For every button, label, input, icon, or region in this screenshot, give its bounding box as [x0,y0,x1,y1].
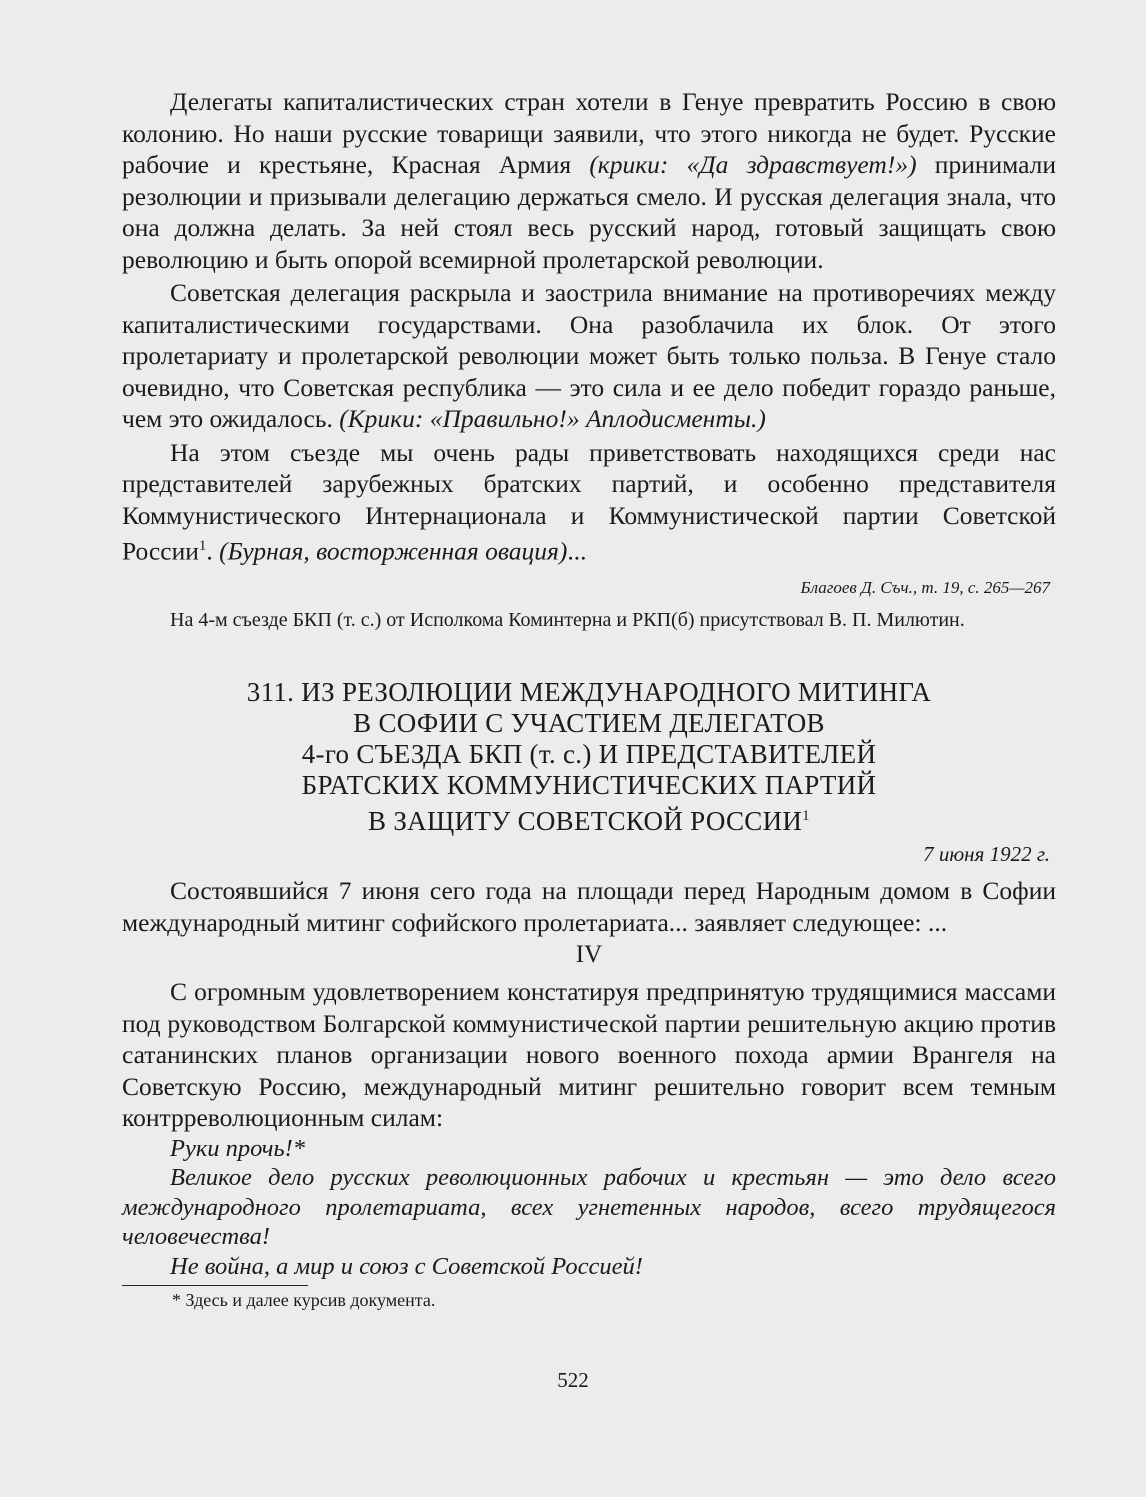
slogan-peace: Не война, а мир и союз с Советской Россией! [170,1252,643,1280]
paragraph-italic: (Крики: «Правильно!» Аплодисменты.) [339,404,766,433]
paragraph-meeting: Состоявшийся 7 июня сего года на площади перед Народным домом в Софии международный митинг софийского пролетариата... заявляет следующее: ... [122,876,1056,937]
paragraph-greeting [122,437,1056,568]
section-number: IV [575,941,603,968]
heading-line [122,801,1056,837]
paragraph-text: . [206,536,220,566]
endnote-1: На 4-м съезде БКП (т. с.) от Исполкома Коминтерна и РКП(б) присутствовал В. П. Милютин. [170,609,965,631]
heading-text: В ЗАЩИТУ СОВЕТСКОЙ РОССИИ [368,806,803,836]
paragraph-text: Делегаты капиталистических стран хотели в Генуе превратить Россию в свою колонию. Но наши русские товарищи заявили, что этого никогда не будет. Русские рабочие и крестьяне, Красная Армия [122,87,1056,179]
paragraph-text: На этом съезде мы очень рады приветствовать находящихся среди нас представителей зарубежных братских партий, и особенно представителя Коммунистического Интернационала и Коммунистической партии Советской России [122,437,1056,566]
footnote-ref: 1 [802,808,810,824]
paragraph-italic: (Бурная, восторженная овация) [219,536,568,566]
footnote-ref: 1 [198,538,207,554]
paragraph-text: ... [567,536,587,566]
text-block-upper [122,86,1056,1312]
slogan-hands-off [122,1134,1056,1164]
footnote-mark: * [292,1134,306,1162]
heading-line: 4-го СЪЕЗДА БКП (т. с.) И ПРЕДСТАВИТЕЛЕЙ [301,739,877,769]
paragraph-soviet-delegation [122,277,1056,435]
paragraph-resolution: С огромным удовлетворением констатируя предпринятую трудящимися массами под руководством Болгарской коммунистической партии решительную акцию против сатанинских планов организации нового военного похода армии Врангеля на Советскую Россию, международный митинг решительно говорит всем темным контрреволюционным силам: [122,977,1056,1132]
slogan-text: Руки прочь! [170,1134,293,1162]
slogan-great-cause: Великое дело русских революционных рабочих и крестьян — это дело всего международного пролетариата, всех угнетенных народов, всего трудящегося человечества! [122,1164,1056,1250]
source-citation: Благоев Д. Съч., т. 19, с. 265—267 [800,578,1050,597]
paragraph-italic: (крики: «Да здравствует!») [589,150,917,179]
page-number: 522 [557,1368,589,1392]
heading-line: 311. ИЗ РЕЗОЛЮЦИИ МЕЖДУНАРОДНОГО МИТИНГА [246,677,932,707]
paragraph-text: принимали резолюции и призывали делегацию держаться смело. И русская делегация знала, что она должна делать. За ней стоял весь русский народ, готовый защищать свою революцию и быть опорой всемирной пролетарской революции. [122,150,1057,274]
document-date: 7 июня 1922 г. [923,842,1050,866]
paragraph-text: Советская делегация раскрыла и заострила внимание на противоречиях между капиталистическими государствами. Она разоблачила их блок. От этого пролетариату и пролетарской революции может быть только польза. В Генуе стало очевидно, что Советская республика — это сила и ее дело победит гораздо раньше, чем это ожидалось. [122,278,1056,433]
footnote-divider [122,1285,308,1286]
heading-line: БРАТСКИХ КОММУНИСТИЧЕСКИХ ПАРТИЙ [301,770,877,800]
footnote: * Здесь и далее курсив документа. [172,1290,436,1310]
document-heading [122,677,1056,837]
paragraph-genoa-colony [122,86,1056,275]
heading-line: В СОФИИ С УЧАСТИЕМ ДЕЛЕГАТОВ [353,708,825,738]
